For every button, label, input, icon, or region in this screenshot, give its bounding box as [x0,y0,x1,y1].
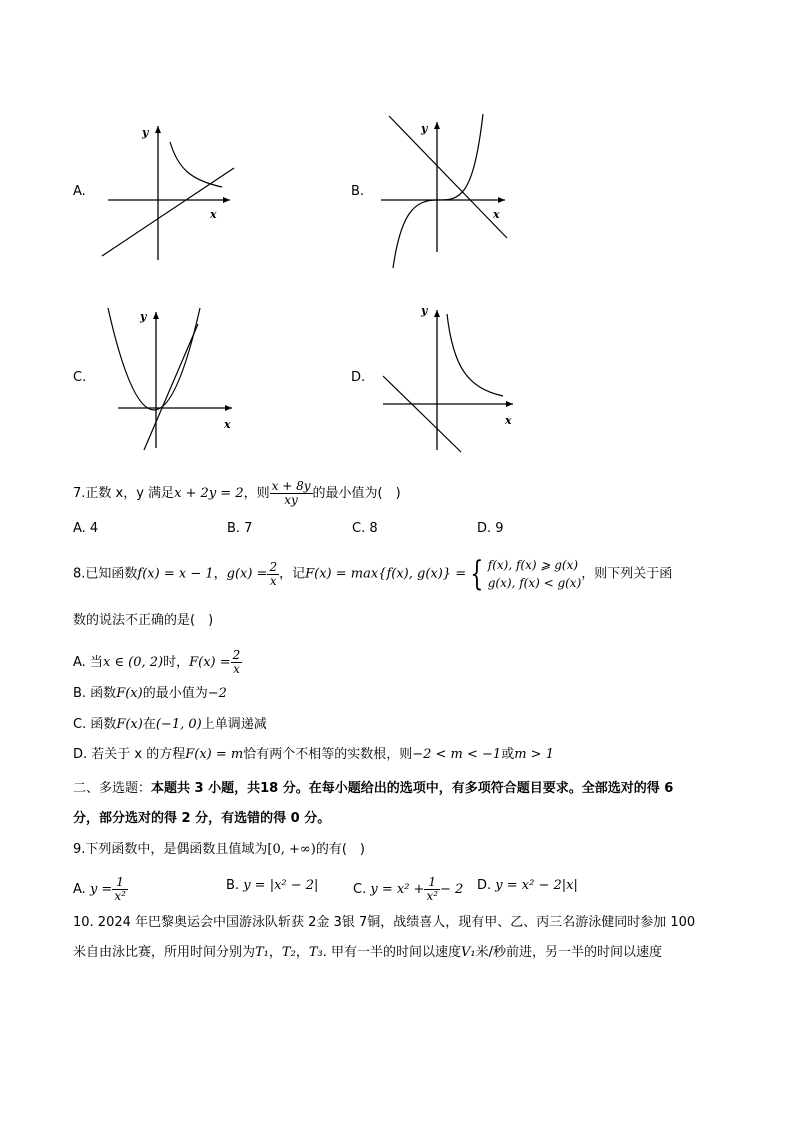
q9-option-c[interactable]: C. y = x² + $\frac{1}{\text{x²}}$ − 2 [353,875,464,903]
graph-b-label: B. [351,184,365,199]
graph-b-curve [393,114,483,268]
graph-a [98,118,240,266]
graph-d-line [383,376,461,452]
q8-option-d[interactable]: D. 若关于 x 的方程F(x) = m恰有两个不相等的实数根，则−2 < m < −1或m > 1 [73,747,554,762]
graph-d-y-label: y [421,304,428,317]
q7-fraction: $\frac{x + 8y}{xy}$ [271,479,311,507]
graph-a-x-label: x [210,208,217,221]
graph-d-x-label: x [505,414,512,427]
graph-d [375,300,525,460]
graph-c [100,302,242,452]
q8-option-c[interactable]: C. 函数F(x)在(−1, 0)上单调递减 [73,717,267,732]
q9-option-a[interactable]: A. y = $\frac{1}{\text{x²}}$ [73,875,126,903]
q7-option-a[interactable]: A. 4 [73,521,99,536]
graph-d-label: D. [351,370,366,385]
graph-d-curve [447,314,503,396]
q7-stem: 7.正数 x，y 满足x + 2y = 2，则 $\frac{x + 8y}{xy}$ 的最小值为( ) [73,479,401,507]
graph-a-label: A. [73,184,86,199]
q7-option-c[interactable]: C. 8 [352,521,378,536]
q10-stem-line1: 10. 2024 年巴黎奥运会中国游泳队斩获 2金 3银 7铜，战绩喜人，现有甲、乙、丙三名游泳健同时参加 100 [73,915,696,930]
graph-c-label: C. [73,370,87,385]
graph-b [375,112,515,272]
q8-stem: 8.已知函数f(x) = x − 1，g(x) = $\frac{2}{x}$ ，记F(x) = max{f(x), g(x)} = { f(x), f(x) ⩾ g(x) g(x), f(x) < g(x) ，则下列关于函 [73,554,673,594]
q9-option-b[interactable]: B. y = |x² − 2| [226,878,319,893]
q8-stem-line2: 数的说法不正确的是( ) [73,613,214,628]
q9-option-d[interactable]: D. y = x² − 2|x| [477,878,578,893]
q7-option-d[interactable]: D. 9 [477,521,504,536]
graph-a-y-label: y [142,126,149,139]
graph-a-curve [170,142,222,187]
graph-c-line [144,324,198,450]
q9-stem: 9.下列函数中，是偶函数且值域为[0, +∞)的有( ) [73,842,365,857]
graph-c-parabola [108,308,200,410]
section2-instructions-line2: 分，部分选对的得 2 分，有选错的得 0 分。 [73,811,331,826]
graph-b-line [389,116,507,238]
graph-b-y-label: y [421,122,428,135]
q8-option-b[interactable]: B. 函数F(x)的最小值为−2 [73,686,227,701]
graph-c-y-label: y [140,310,147,323]
section2-instructions: 二、多选题：本题共 3 小题，共18 分。在每小题给出的选项中，有多项符合题目要求。全部选对的得 6 [73,781,674,796]
q7-option-b[interactable]: B. 7 [227,521,253,536]
graph-b-x-label: x [493,208,500,221]
q10-stem-line2: 米自由泳比赛，所用时间分别为T₁，T₂，T₃. 甲有一半的时间以速度V₁米/秒前进，另一半的时间以速度 [73,945,662,960]
graph-c-x-label: x [224,418,231,431]
q8-option-a[interactable]: A. 当x ∈ (0, 2)时，F(x) = $\frac{2}{x}$ [73,648,241,676]
